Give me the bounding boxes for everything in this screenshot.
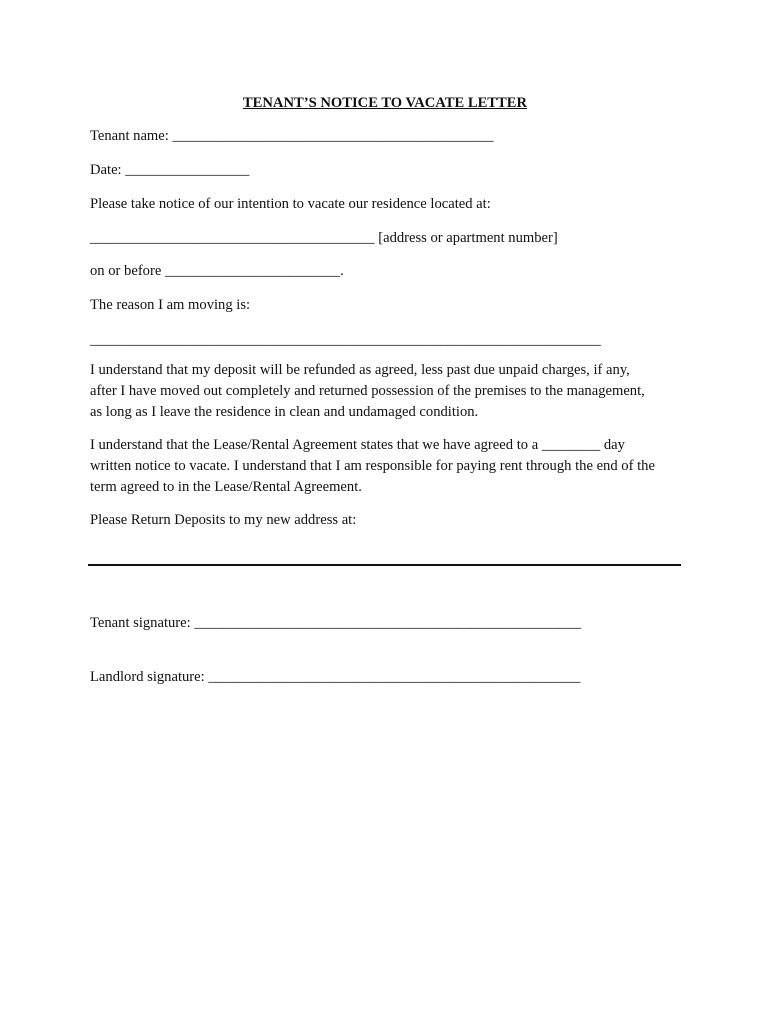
landlord-signature-field: Landlord signature: ___________________________________________________ bbox=[90, 669, 581, 685]
vacate-date-field: on or before ________________________. bbox=[90, 263, 344, 279]
deposit-paragraph bbox=[90, 360, 690, 423]
tenant-name-field: Tenant name: ____________________________________________ bbox=[90, 128, 494, 144]
reason-blank-field: ______________________________________________________________________ bbox=[90, 332, 601, 348]
reason-label: The reason I am moving is: bbox=[90, 297, 251, 313]
lease-paragraph bbox=[90, 435, 690, 498]
new-address-rule bbox=[88, 564, 681, 566]
deposit-paragraph-line: I understand that my deposit will be refunded as agreed, less past due unpaid charges, if any, bbox=[90, 362, 630, 378]
document-title: TENANT’S NOTICE TO VACATE LETTER bbox=[242, 95, 528, 111]
tenant-signature-field: Tenant signature: _____________________________________________________ bbox=[90, 615, 582, 631]
date-field: Date: _________________ bbox=[90, 162, 250, 178]
deposit-paragraph-line: after I have moved out completely and returned possession of the premises to the management, bbox=[90, 383, 645, 399]
lease-paragraph-line: written notice to vacate. I understand that I am responsible for paying rent through the end of the bbox=[90, 458, 655, 474]
lease-paragraph-line: I understand that the Lease/Rental Agreement states that we have agreed to a ________ day bbox=[90, 437, 625, 453]
lease-paragraph-line: term agreed to in the Lease/Rental Agreement. bbox=[90, 479, 362, 495]
return-deposits-label: Please Return Deposits to my new address at: bbox=[90, 512, 357, 528]
notice-statement: Please take notice of our intention to vacate our residence located at: bbox=[90, 196, 491, 212]
address-field: _______________________________________ [address or apartment number] bbox=[90, 230, 558, 246]
deposit-paragraph-line: as long as I leave the residence in clean and undamaged condition. bbox=[90, 404, 479, 420]
